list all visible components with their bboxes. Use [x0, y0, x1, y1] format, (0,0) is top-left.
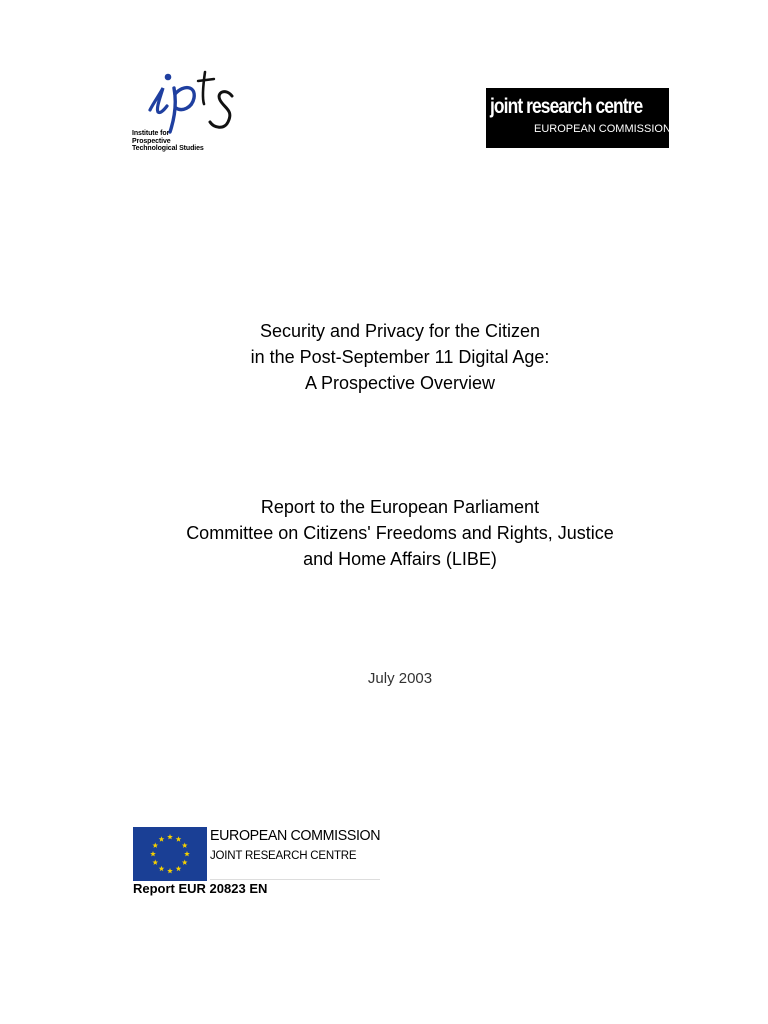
title-line: in the Post-September 11 Digital Age: — [250, 347, 550, 367]
ipts-caption — [132, 130, 204, 153]
jrc-logo — [486, 88, 669, 148]
eu-star-icon — [150, 851, 156, 856]
document-title — [0, 318, 768, 396]
eu-star-icon — [176, 866, 182, 871]
ec-logo-line2: JOINT RESEARCH CENTRE — [210, 850, 357, 862]
report-recipient-line: Report to the European Parliament — [260, 497, 540, 517]
title-line: A Prospective Overview — [304, 373, 496, 393]
ipts-caption-line: Institute for — [132, 130, 170, 137]
ec-jrc-logo — [133, 827, 383, 881]
eu-star-icon — [184, 851, 190, 856]
report-recipient-line: and Home Affairs (LIBE) — [303, 549, 497, 569]
report-number: Report EUR 20823 EN — [133, 881, 268, 896]
ec-logo-line1: EUROPEAN COMMISSION — [210, 827, 381, 844]
eu-star-icon — [152, 843, 158, 848]
eu-star-icon — [182, 860, 188, 865]
ipts-caption-line: Technological Studies — [132, 145, 204, 152]
jrc-logo-title: joint research centre — [490, 95, 643, 118]
eu-star-icon — [182, 843, 188, 848]
ipts-logo — [130, 64, 240, 160]
ipts-mark-icon — [130, 64, 240, 134]
eu-flag-icon — [133, 827, 207, 881]
eu-star-icon — [159, 836, 165, 841]
report-recipient-line: Committee on Citizens' Freedoms and Rights, Justice — [186, 523, 614, 543]
jrc-logo-subtitle: EUROPEAN COMMISSION — [534, 123, 671, 135]
divider — [210, 879, 380, 880]
eu-star-icon — [159, 866, 165, 871]
report-recipient — [0, 494, 768, 572]
eu-star-icon — [167, 868, 173, 873]
publication-date: July 2003 — [367, 670, 433, 687]
title-line: Security and Privacy for the Citizen — [259, 321, 541, 341]
eu-star-icon — [176, 836, 182, 841]
ipts-caption-line: Prospective — [132, 137, 171, 145]
eu-star-icon — [152, 860, 158, 865]
eu-star-icon — [167, 834, 173, 839]
